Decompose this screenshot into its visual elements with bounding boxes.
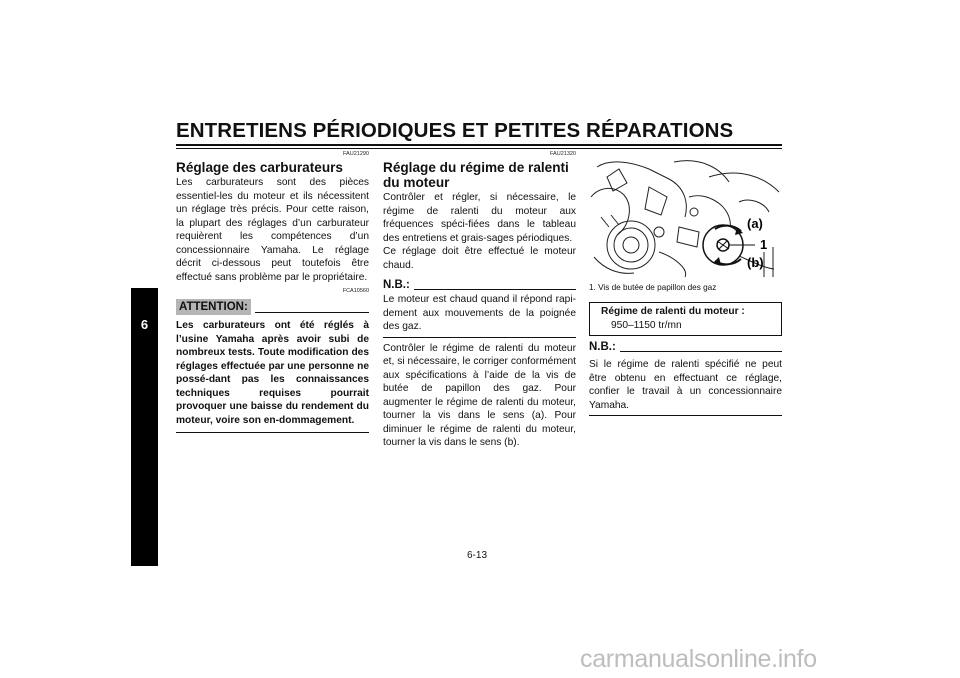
label-a: (a) xyxy=(747,216,763,231)
spec-label: Régime de ralenti du moteur : xyxy=(601,306,745,317)
throttle-stop-screw-figure xyxy=(589,157,782,278)
title-rule xyxy=(176,144,782,146)
chapter-number: 6 xyxy=(140,317,149,332)
note-end-rule xyxy=(589,415,782,416)
carburetor-paragraph: Les carburateurs sont des pièces essentiel-les du moteur et ils nécessitent un réglage très précis. Pour cette raison, la plupart des réglages d’un carburateur requièrent les compétences d’un concessionnaire Yamaha. Le réglage décrit ci-dessous peut toutefois être effectué sans problème par le propriétaire. xyxy=(176,177,369,283)
reference-code: FAU21290 xyxy=(343,151,369,157)
idle-paragraph-2: Ce réglage doit être effectué le moteur chaud. xyxy=(383,246,576,271)
idle-speed-spec-box xyxy=(589,302,782,336)
section-title-idle-speed: Réglage du régime de ralenti du moteur xyxy=(383,160,569,190)
note-label: N.B.: xyxy=(589,341,616,353)
note-header xyxy=(589,340,782,354)
left-column xyxy=(176,151,369,433)
reference-code: FAU21320 xyxy=(550,151,576,157)
watermark: carmanualsonline.info xyxy=(580,645,817,673)
page-number: 6-13 xyxy=(467,550,488,561)
section-title-carburetor: Réglage des carburateurs xyxy=(176,160,343,175)
page-title: ENTRETIENS PÉRIODIQUES ET PETITES RÉPARATIONS xyxy=(176,119,734,142)
attention-label: ATTENTION: xyxy=(176,299,251,315)
reference-code: FCA10560 xyxy=(342,288,369,294)
right-note xyxy=(589,340,782,416)
attention-header xyxy=(176,299,369,315)
note-text: Si le régime de ralenti spécifié ne peut être obtenu en effectuant ce réglage, confier le travail à un concessionnaire Yamaha. xyxy=(589,359,782,411)
title-rule-thin xyxy=(176,148,782,149)
note-text: Le moteur est chaud quand il répond rapi-dement aux mouvements de la poignée des gaz. xyxy=(383,294,576,332)
figure-caption: 1. Vis de butée de papillon des gaz xyxy=(589,283,717,292)
attention-text: Les carburateurs ont été réglés à l’usine Yamaha après avoir subi de nombreux tests. Toute modification des réglages effectuée par une personne ne possé-dant pas les connaissances techniques requises pourrait provoquer une baisse du rendement du moteur, voire son en-dommagement. xyxy=(176,320,369,426)
chapter-tab xyxy=(131,288,158,566)
note-end-rule xyxy=(383,337,576,338)
note-rule xyxy=(414,289,576,290)
note-header xyxy=(383,278,576,292)
attention-end-rule xyxy=(176,432,369,433)
spec-value: 950–1150 tr/mn xyxy=(611,320,682,331)
idle-paragraph-1: Contrôler et régler, si nécessaire, le régime de ralenti du moteur aux fréquences spéci-fiées dans le tableau des entretiens et grais-sages périodiques. xyxy=(383,192,576,244)
middle-column xyxy=(383,151,576,450)
note-label: N.B.: xyxy=(383,279,410,291)
idle-paragraph-3: Contrôler le régime de ralenti du moteur et, si nécessaire, le corriger conformément aux spécifications à l’aide de la vis de butée de papillon des gaz. Pour augmenter le régime de ralenti du moteur, tourner la vis dans le sens (a). Pour diminuer le régime de ralenti du moteur, tourner la vis dans le sens (b). xyxy=(383,342,576,448)
label-1: 1 xyxy=(760,237,768,252)
engine-illustration xyxy=(589,157,782,278)
label-b: (b) xyxy=(747,255,764,270)
note-rule xyxy=(620,351,782,352)
attention-rule xyxy=(255,312,369,313)
